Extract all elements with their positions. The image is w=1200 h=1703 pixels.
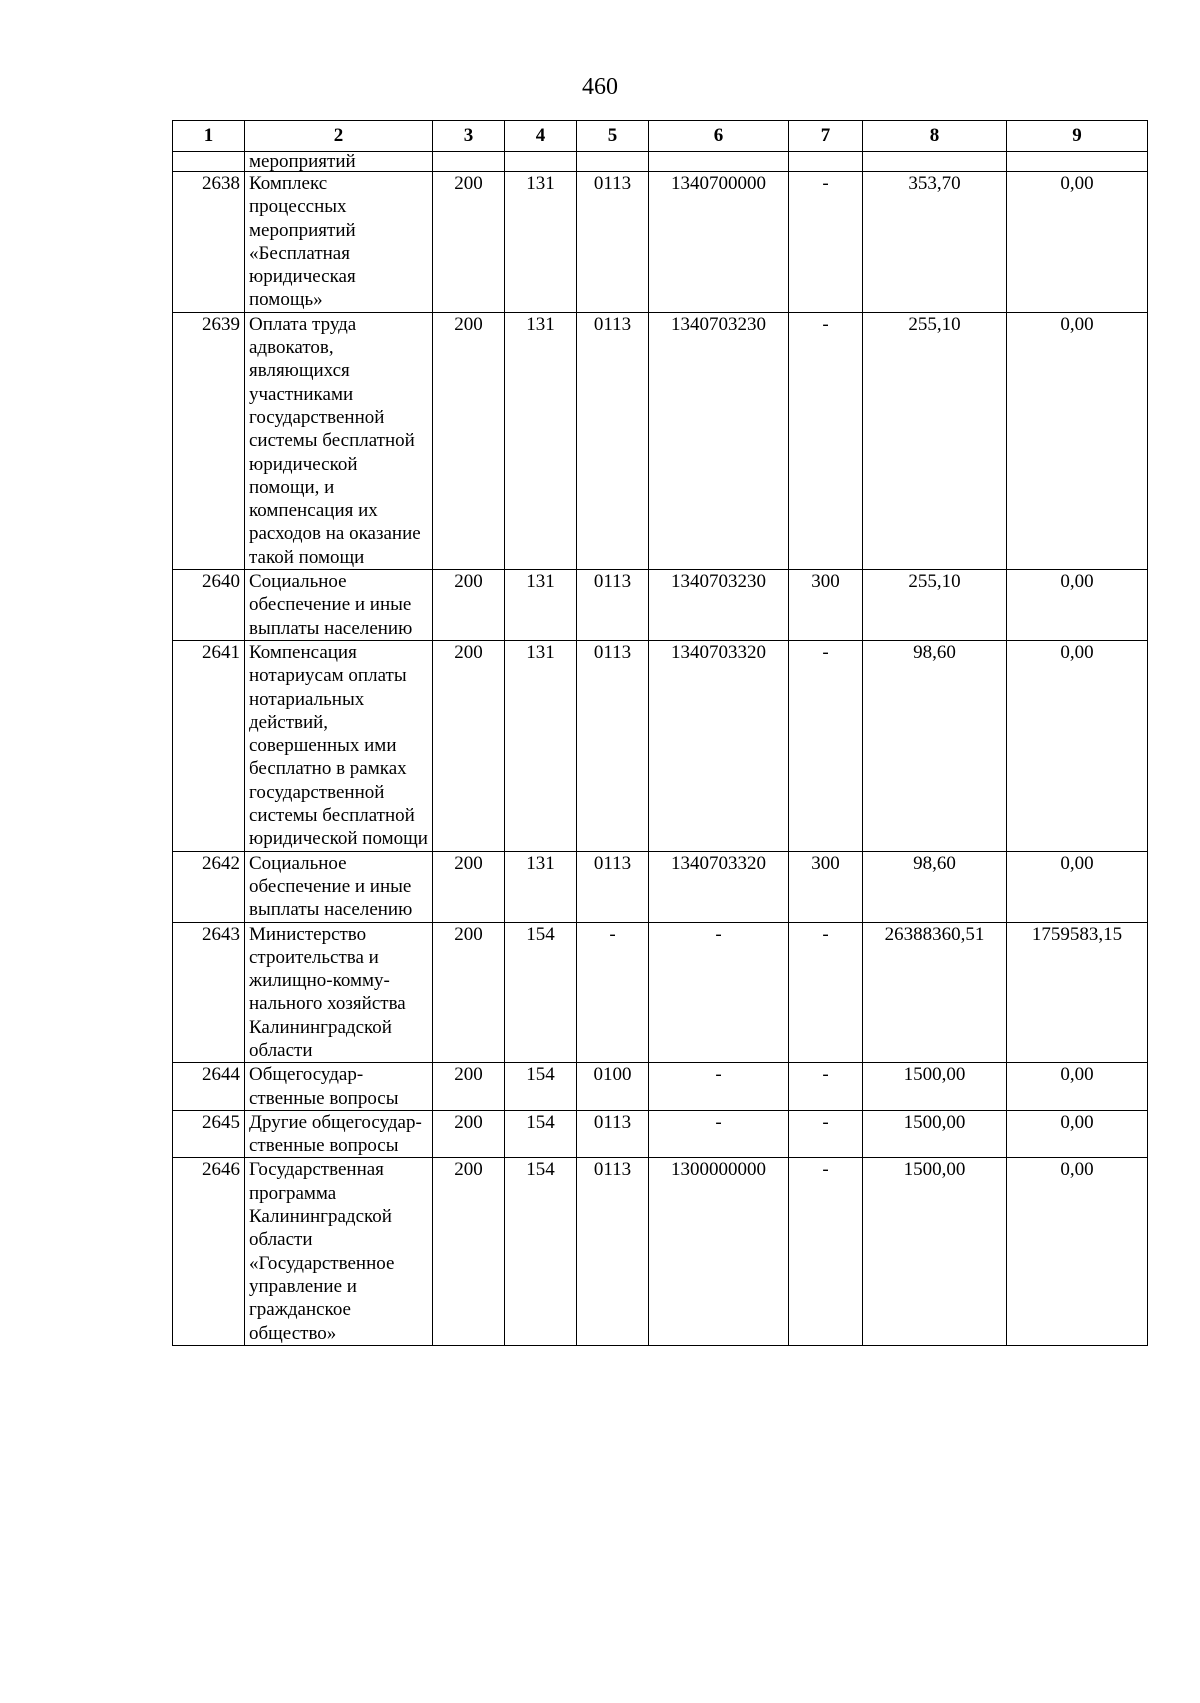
row-name: Оплата труда адвокатов, являющихся участниками государственной системы бесплатной юридической помощи, и компенсация их расходов на оказание такой помощи (245, 312, 433, 569)
row-col-9: 0,00 (1007, 640, 1148, 851)
header-cell: 1 (173, 121, 245, 152)
row-col-6: 1300000000 (649, 1158, 789, 1345)
table-row (173, 1158, 1148, 1345)
row-col-5: 0113 (577, 1158, 649, 1345)
row-col-9: 0,00 (1007, 1110, 1148, 1158)
header-cell: 6 (649, 121, 789, 152)
header-row (173, 121, 1148, 152)
row-col-7: - (789, 922, 863, 1063)
row-col-8: 353,70 (863, 172, 1007, 313)
row-col-3: 200 (433, 640, 505, 851)
row-col-6 (649, 152, 789, 172)
row-col-8: 26388360,51 (863, 922, 1007, 1063)
row-col-7: - (789, 312, 863, 569)
header-cell: 9 (1007, 121, 1148, 152)
row-number: 2646 (173, 1158, 245, 1345)
row-name: Комплекс процессных мероприятий «Бесплатная юридическая помощь» (245, 172, 433, 313)
row-name: Компенсация нотариусам оплаты нотариальных действий, совершенных ими бесплатно в рамках государственной системы бесплатной юридической помощи (245, 640, 433, 851)
row-col-6: 1340703230 (649, 312, 789, 569)
table-row (173, 570, 1148, 641)
row-col-7 (789, 152, 863, 172)
row-col-8: 255,10 (863, 570, 1007, 641)
row-col-7: 300 (789, 570, 863, 641)
row-col-5: 0113 (577, 851, 649, 922)
row-col-6: - (649, 1063, 789, 1111)
row-col-4: 154 (505, 1063, 577, 1111)
row-name: Государственная программа Калининградской области «Государственное управление и гражданское общество» (245, 1158, 433, 1345)
row-name: Общегосудар-ственные вопросы (245, 1063, 433, 1111)
row-col-9: 0,00 (1007, 172, 1148, 313)
row-col-5 (577, 152, 649, 172)
row-col-7: 300 (789, 851, 863, 922)
table-row (173, 851, 1148, 922)
row-col-4: 154 (505, 922, 577, 1063)
row-col-3 (433, 152, 505, 172)
row-col-8: 98,60 (863, 851, 1007, 922)
row-col-5: 0113 (577, 172, 649, 313)
header-cell: 8 (863, 121, 1007, 152)
row-col-7: - (789, 1158, 863, 1345)
row-col-9: 0,00 (1007, 1063, 1148, 1111)
row-col-5: 0113 (577, 640, 649, 851)
row-col-4: 154 (505, 1158, 577, 1345)
row-col-3: 200 (433, 312, 505, 569)
table-row (173, 312, 1148, 569)
row-number: 2644 (173, 1063, 245, 1111)
row-col-8 (863, 152, 1007, 172)
header-cell: 4 (505, 121, 577, 152)
row-col-8: 1500,00 (863, 1110, 1007, 1158)
row-name: Социальное обеспечение и иные выплаты населению (245, 851, 433, 922)
row-col-4: 131 (505, 172, 577, 313)
row-col-5: 0113 (577, 570, 649, 641)
row-col-5: 0100 (577, 1063, 649, 1111)
row-col-3: 200 (433, 1063, 505, 1111)
row-col-6: 1340700000 (649, 172, 789, 313)
row-col-9: 0,00 (1007, 570, 1148, 641)
row-col-7: - (789, 640, 863, 851)
table-row (173, 1063, 1148, 1111)
budget-table (172, 120, 1148, 1346)
row-col-9: 1759583,15 (1007, 922, 1148, 1063)
row-col-3: 200 (433, 851, 505, 922)
table-row (173, 1110, 1148, 1158)
table-row (173, 152, 1148, 172)
row-col-7: - (789, 172, 863, 313)
row-col-4: 131 (505, 640, 577, 851)
row-number: 2645 (173, 1110, 245, 1158)
header-cell: 2 (245, 121, 433, 152)
row-col-4: 131 (505, 312, 577, 569)
row-col-7: - (789, 1063, 863, 1111)
row-col-6: - (649, 922, 789, 1063)
row-col-8: 1500,00 (863, 1063, 1007, 1111)
row-number: 2638 (173, 172, 245, 313)
row-number: 2640 (173, 570, 245, 641)
row-col-3: 200 (433, 172, 505, 313)
page-number: 460 (582, 74, 618, 100)
row-col-6: 1340703320 (649, 640, 789, 851)
row-col-5: 0113 (577, 312, 649, 569)
header-cell: 3 (433, 121, 505, 152)
row-name: мероприятий (245, 152, 433, 172)
row-col-5: - (577, 922, 649, 1063)
row-col-3: 200 (433, 1158, 505, 1345)
row-col-4: 154 (505, 1110, 577, 1158)
row-name: Социальное обеспечение и иные выплаты населению (245, 570, 433, 641)
table-row (173, 922, 1148, 1063)
row-name: Министерство строительства и жилищно-комму-нального хозяйства Калининградской области (245, 922, 433, 1063)
row-number: 2639 (173, 312, 245, 569)
row-number: 2641 (173, 640, 245, 851)
row-col-6: 1340703320 (649, 851, 789, 922)
header-cell: 7 (789, 121, 863, 152)
table-row (173, 172, 1148, 313)
row-col-3: 200 (433, 570, 505, 641)
row-col-4: 131 (505, 570, 577, 641)
row-col-4: 131 (505, 851, 577, 922)
row-col-8: 255,10 (863, 312, 1007, 569)
row-number: 2643 (173, 922, 245, 1063)
row-name: Другие общегосудар-ственные вопросы (245, 1110, 433, 1158)
row-col-8: 98,60 (863, 640, 1007, 851)
row-col-3: 200 (433, 922, 505, 1063)
row-col-6: 1340703230 (649, 570, 789, 641)
row-col-9: 0,00 (1007, 312, 1148, 569)
row-col-8: 1500,00 (863, 1158, 1007, 1345)
row-col-7: - (789, 1110, 863, 1158)
row-col-9: 0,00 (1007, 851, 1148, 922)
table-row (173, 640, 1148, 851)
row-col-3: 200 (433, 1110, 505, 1158)
row-number: 2642 (173, 851, 245, 922)
header-cell: 5 (577, 121, 649, 152)
row-col-5: 0113 (577, 1110, 649, 1158)
row-col-9 (1007, 152, 1148, 172)
row-col-9: 0,00 (1007, 1158, 1148, 1345)
row-col-6: - (649, 1110, 789, 1158)
row-number (173, 152, 245, 172)
row-col-4 (505, 152, 577, 172)
